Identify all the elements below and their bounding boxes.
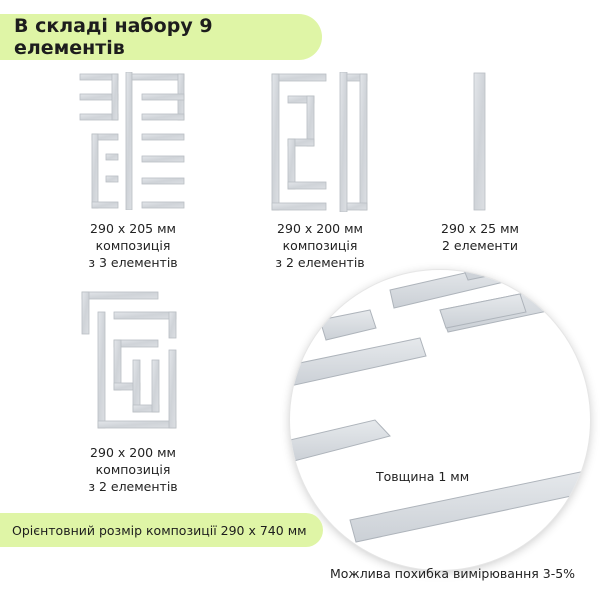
piece-1-line3: з 3 елементів [88, 255, 178, 270]
piece-4-line3: з 2 елементів [88, 479, 178, 494]
approx-size-text: Орієнтовний розмір композиції 290 х 740 мм [12, 522, 307, 538]
set-title: В складі набору 9 елементів [14, 15, 213, 59]
zoom-mirror-pieces [290, 270, 590, 570]
piece-3-caption [405, 220, 555, 254]
piece-composition-3-elements [78, 72, 188, 210]
piece-1-size: 290 х 205 мм [90, 221, 176, 236]
piece-composition-2-elements-b [80, 290, 180, 430]
thickness-label: Товщина 1 мм [376, 469, 470, 484]
piece-2-caption [245, 220, 395, 271]
piece-1-line2: композиція [95, 238, 171, 253]
measurement-error-note: Можлива похибка вимірювання 3-5% [330, 566, 576, 581]
piece-4-size: 290 х 200 мм [90, 445, 176, 460]
piece-straight-bars [470, 72, 490, 212]
thickness-zoom-detail [290, 270, 590, 570]
approx-size-banner [0, 513, 323, 547]
piece-2-line2: композиція [282, 238, 358, 253]
piece-4-line2: композиція [95, 462, 171, 477]
piece-3-line2: 2 елементи [442, 238, 518, 253]
piece-3-size: 290 х 25 мм [441, 221, 519, 236]
piece-2-line3: з 2 елементів [275, 255, 365, 270]
piece-4-caption [58, 444, 208, 495]
piece-1-caption [58, 220, 208, 271]
title-banner [0, 14, 322, 60]
piece-2-size: 290 х 200 мм [277, 221, 363, 236]
piece-composition-2-elements-a [270, 72, 370, 212]
